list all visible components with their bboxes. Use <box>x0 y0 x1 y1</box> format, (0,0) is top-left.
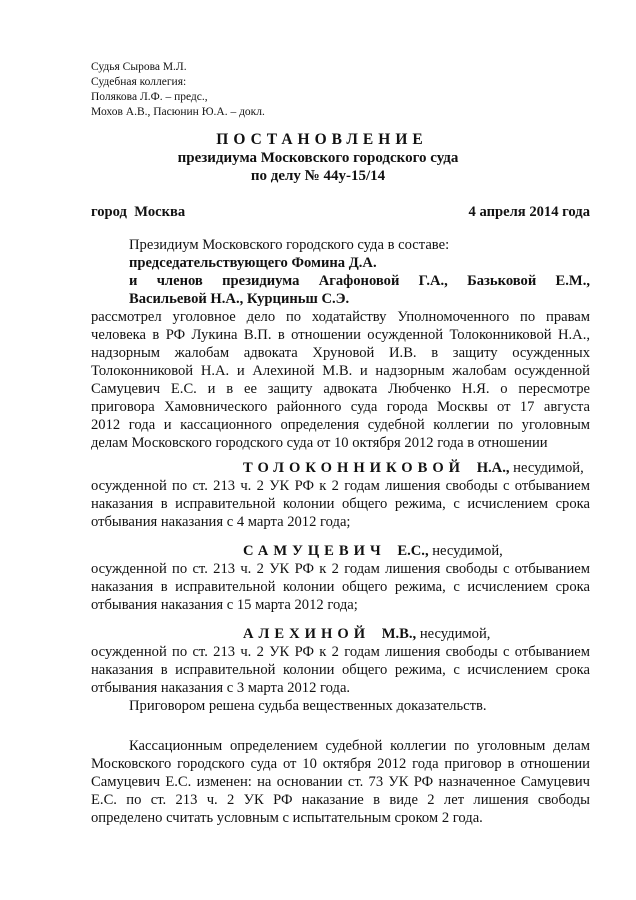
sentence-line: осужденной по ст. 213 ч. 2 УК РФ к 2 годам лишения свободы с отбыванием <box>91 478 590 494</box>
paragraph-line: делам Московского городского суда от 10 октября 2012 года в отношении <box>91 435 548 451</box>
sentence-line: осужденной по ст. 213 ч. 2 УК РФ к 2 годам лишения свободы с отбыванием <box>91 561 590 577</box>
defendant-initials: Е.С., <box>397 543 429 559</box>
defendant-surname: АЛЕХИНОЙ <box>243 626 371 642</box>
members: и членов президиума Агафоновой Г.А., Базьковой Е.М., <box>129 273 590 289</box>
sentence-line: отбывания наказания с 4 марта 2012 года; <box>91 514 351 530</box>
date: 4 апреля 2014 года <box>468 204 590 220</box>
header-line: Мохов А.В., Пасюнин Ю.А. – докл. <box>91 106 265 118</box>
sentence-line: осужденной по ст. 213 ч. 2 УК РФ к 2 годам лишения свободы с отбыванием <box>91 644 590 660</box>
paragraph-line: приговора Хамовнического районного суда города Москвы от 17 августа <box>91 399 590 415</box>
header-line: Полякова Л.Ф. – предс., <box>91 91 208 103</box>
paragraph-line: Самуцевич Е.С. изменен: на основании ст. 73 УК РФ назначенное Самуцевич <box>91 774 590 790</box>
sentence-line: наказания в исправительной колонии общего режима, с исчислением срока <box>91 496 590 512</box>
paragraph-line: Самуцевич Е.С. и в ее защиту адвоката Любченко Н.Я. о пересмотре <box>91 381 590 397</box>
paragraph-line: человека в РФ Лукина В.П. в отношении осужденной Толоконниковой Н.А., <box>91 327 590 343</box>
case-number: по делу № 44у-15/14 <box>250 168 386 184</box>
defendant-status: несудимой, <box>509 460 584 476</box>
defendant-surname: ТОЛОКОННИКОВОЙ <box>243 460 466 476</box>
paragraph-line: 2012 года и кассационного определения судебной коллегии по уголовным <box>91 417 590 433</box>
defendant-surname: САМУЦЕВИЧ <box>243 543 386 559</box>
paragraph-line: рассмотрел уголовное дело по ходатайству Уполномоченного по правам <box>91 309 590 325</box>
defendant-initials: М.В., <box>381 626 417 642</box>
paragraph-line: надзорным жалобам адвоката Хруновой И.В. в защиту осужденных <box>91 345 590 361</box>
sentence-line: наказания в исправительной колонии общего режима, с исчислением срока <box>91 579 590 595</box>
paragraph-line: Толоконниковой Н.А. и Алехиной М.В. и надзорным жалобам осужденной <box>91 363 590 379</box>
chair: председательствующего Фомина Д.А. <box>129 255 377 271</box>
defendant-status: несудимой, <box>428 543 503 559</box>
paragraph-line: Московского городского суда от 10 октября 2012 года приговор в отношении <box>91 756 590 772</box>
paragraph-line: Кассационным определением судебной коллегии по уголовным делам <box>129 738 590 754</box>
composition-intro: Президиум Московского городского суда в составе: <box>129 237 450 253</box>
header-line: Судья Сырова М.Л. <box>91 61 187 73</box>
document-title: ПОСТАНОВЛЕНИЕ <box>216 131 428 148</box>
sentence-line: наказания в исправительной колонии общего режима, с исчислением срока <box>91 662 590 678</box>
paragraph-line: Е.С. по ст. 213 ч. 2 УК РФ наказание в виде 2 лет лишения свободы <box>91 792 590 808</box>
sentence-line: отбывания наказания с 3 марта 2012 года. <box>91 680 351 696</box>
defendant-status: несудимой, <box>416 626 491 642</box>
header-line: Судебная коллегия: <box>91 76 187 88</box>
document-subtitle: президиума Московского городского суда <box>177 150 459 166</box>
evidence-paragraph: Приговором решена судьба вещественных доказательств. <box>129 698 487 714</box>
defendant-initials: Н.А., <box>476 460 510 476</box>
sentence-line: отбывания наказания с 15 марта 2012 года; <box>91 597 358 613</box>
place: город Москва <box>91 204 186 220</box>
paragraph-line: определено считать условным с испытательным сроком 2 года. <box>91 810 483 826</box>
members: Васильевой Н.А., Курциньш С.Э. <box>129 291 350 307</box>
